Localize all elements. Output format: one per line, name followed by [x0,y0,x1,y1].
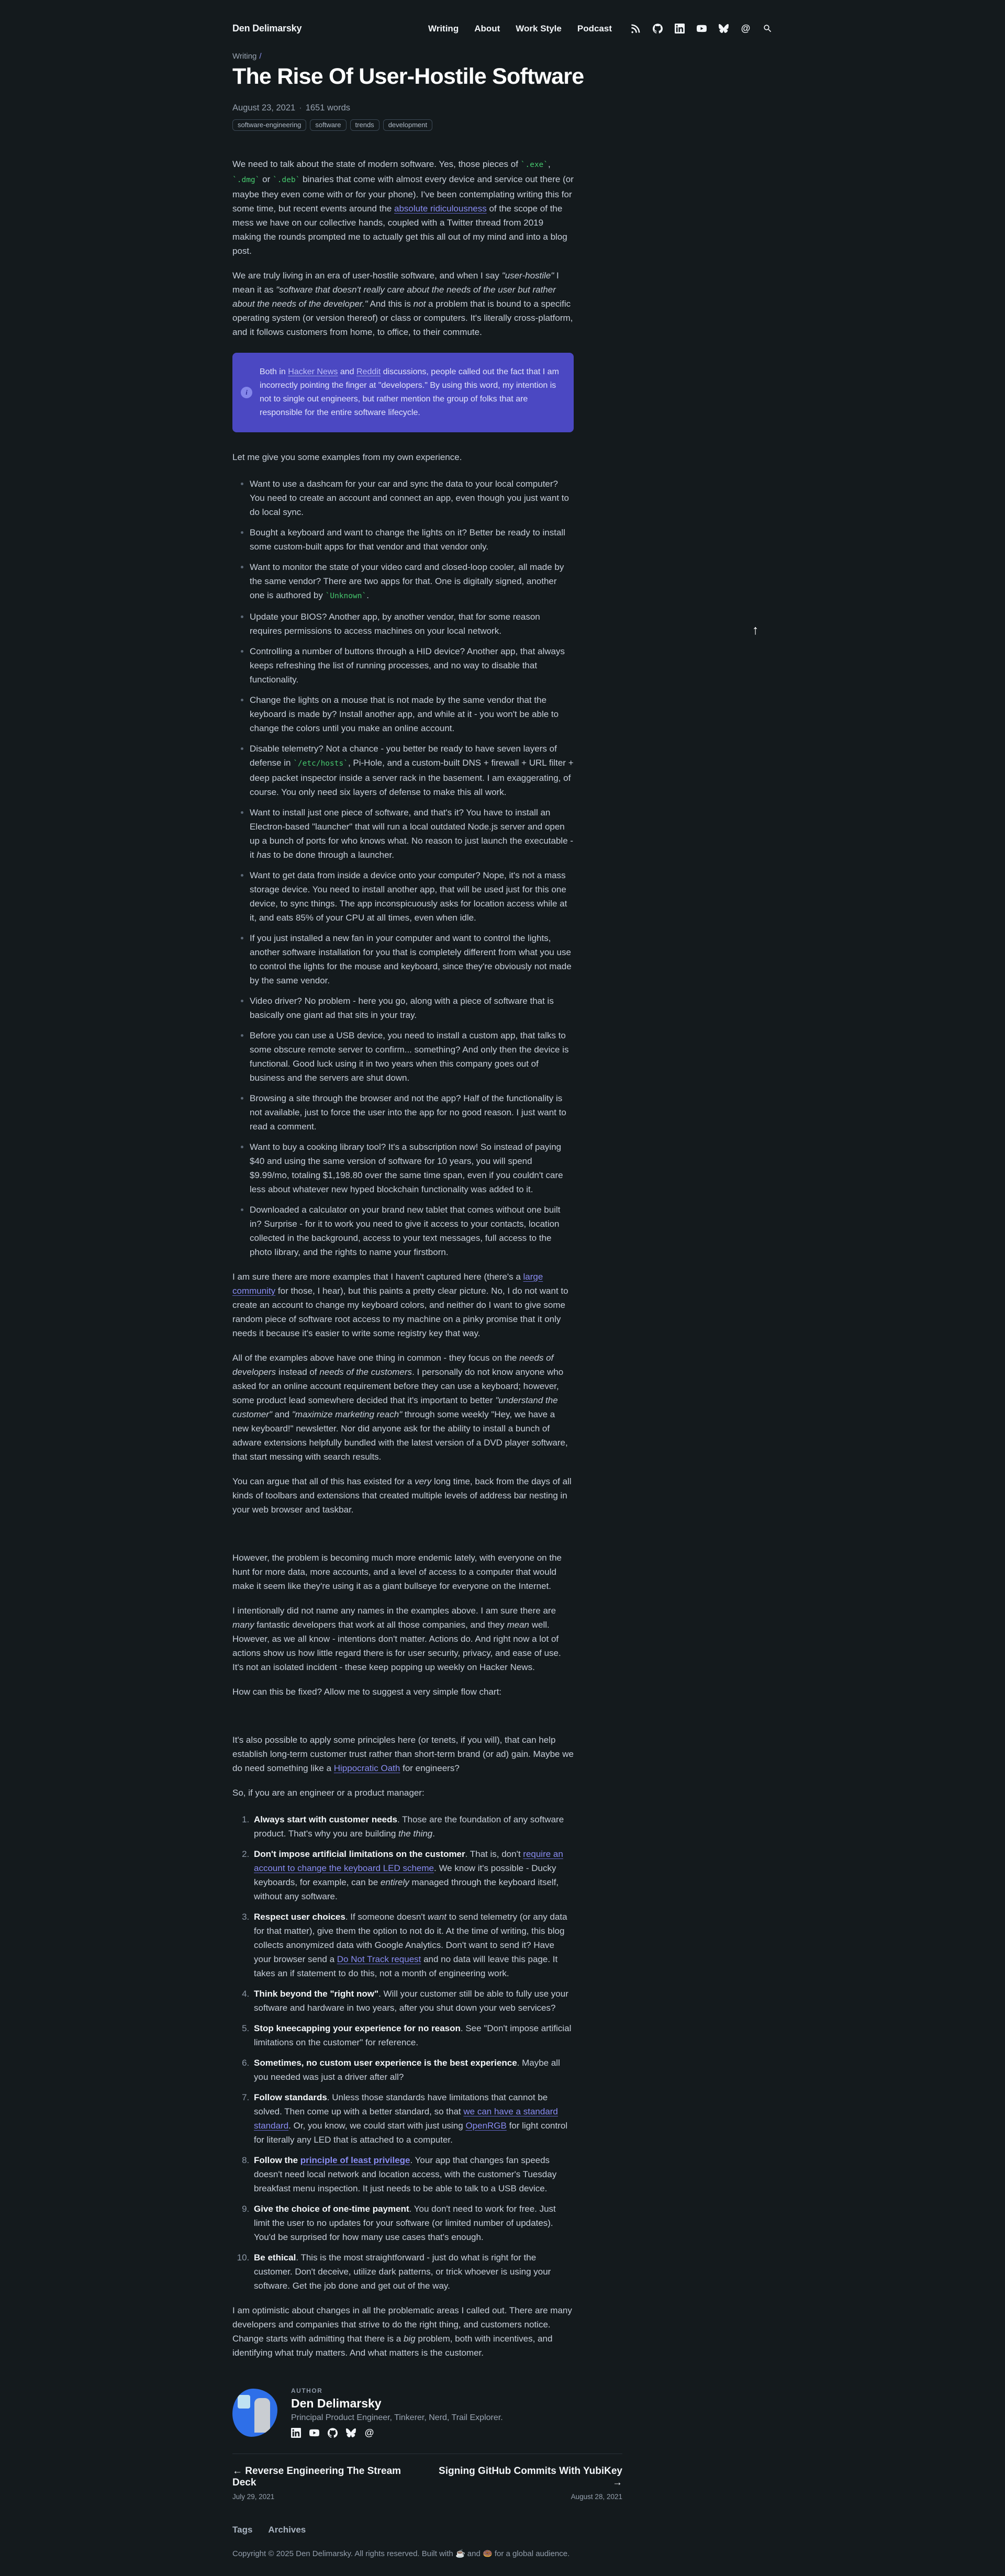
inline-code: `.dmg` [232,176,260,184]
author-label: AUTHOR [291,2387,323,2394]
list-item: 3. Respect user choices. If someone doesn't want to send telemetry (or any data for that matter), give them the option to not do it. At the time of writing, this blog collects anonymized data with Google Analytics. Don't want to send it? Have your browser send a Do Not Track request and no data will leave this page. It takes an if statement to do this, not a month of engineering work. [252,1910,574,1980]
list-item: Want to use a dashcam for your car and sync the data to your local computer? You need to create an account and connect an app, even though you just want to do local sync. [250,477,574,519]
copyright-text: Copyright © 2025 Den Delimarsky. All rights reserved. Built with ☕ and 🍩 for a global audience. [232,2549,570,2558]
inline-link[interactable]: Hacker News [288,367,338,376]
emphasis-text: entirely [380,1877,409,1887]
inline-code: `.exe` [520,161,549,169]
header-icons [631,24,773,33]
breadcrumb-writing-link[interactable]: Writing [232,52,257,61]
site-header [232,0,773,34]
strong-text: Think beyond the "right now" [254,1989,379,1999]
emphasis-text: not [413,299,426,309]
list-item: 7. Follow standards. Unless those standards have limitations that cannot be solved. Then come up with a better standard, so that we can have a standard standard. Or, you know, we could start with just using OpenRGB for light control for literally any LED that is attached to a computer. [252,2090,574,2147]
strong-text: Stop kneecapping your experience for no reason [254,2023,461,2033]
author-social-icons [291,2428,503,2438]
post-tags [232,119,773,131]
list-item: Update your BIOS? Another app, by another vendor, that for some reason requires permissions to access machines on your local network. [250,610,574,638]
list-item: Bought a keyboard and want to change the lights on it? Better be ready to install some custom-built apps for that vendor and that vendor only. [250,525,574,554]
paragraph: I am optimistic about changes in all the problematic areas I called out. There are many developers and companies that strive to do the right thing, and customers notice. Change starts with admitting that there is a big problem, both with incentives, and identifying what truly matters. And what matters is the customer. [232,2305,572,2358]
header-nav [428,24,612,34]
list-item: 10. Be ethical. This is the most straightforward - just do what is right for the customer. Don't deceive, utilize dark patterns, or trick whoever is using your software. Get the job done and get out of the way. [252,2250,574,2293]
right-arrow-icon: → [612,2477,622,2488]
post-date: August 23, 2021 [232,103,296,113]
emphasis-text: "software that doesn't really care about the needs of the user but rather about the needs of the developer." [232,285,556,309]
author-card [232,2387,574,2438]
strong-text: Be ethical [254,2253,296,2263]
strong-text: Give the choice of one-time payment [254,2204,409,2214]
word-count: 1651 words [305,103,350,113]
footer-links [232,2525,622,2535]
inline-code: `/etc/hosts` [293,759,348,768]
list-item: 8. Follow the principle of least privilege. Your app that changes fan speeds doesn't need local network and location access, with the customer's Tuesday breakfast menu inspection. It just needs to be able to talk to a USB device. [252,2153,574,2196]
author-avatar [232,2389,277,2437]
list-item: Before you can use a USB device, you need to install a custom app, that talks to some obscure remote server to confirm... something? And only then the device is functional. Good luck using it in two years when this company goes out of business and the servers are shut down. [250,1028,574,1085]
nav-link-about[interactable]: About [474,23,500,33]
emphasis-text: "user-hostile" [501,271,554,281]
list-item: 1. Always start with customer needs. Those are the foundation of any software product. That's why you are building the thing. [252,1812,574,1841]
inline-code: `Unknown` [325,592,367,600]
linkedin-icon[interactable] [291,2428,301,2438]
mastodon-icon[interactable]: @ [364,2427,374,2438]
tag-trends[interactable]: trends [350,119,379,131]
inline-link[interactable]: require an account to change the keyboard LED scheme [254,1849,563,1873]
strong-text: Sometimes, no custom user experience is the best experience [254,2058,517,2068]
emphasis-text: mean [507,1620,529,1630]
emphasis-text: "understand the customer" [232,1395,558,1419]
github-icon[interactable] [328,2428,338,2438]
list-item: 5. Stop kneecapping your experience for no reason. See "Don't impose artificial limitations on the customer" for reference. [252,2021,574,2049]
strong-text: Follow standards [254,2092,327,2102]
strong-text: Always start with customer needs [254,1815,397,1824]
left-arrow-icon: ← [232,2466,242,2477]
emphasis-text: "maximize marketing reach" [292,1409,403,1419]
emphasis-text: the thing [398,1829,433,1839]
inline-link[interactable]: we can have a standard standard [254,2107,558,2131]
footer-link-archives[interactable]: Archives [268,2525,306,2535]
list-item: Downloaded a calculator on your brand new tablet that comes without one built in? Surprise - for it to work you need to give it access to your contacts, location collected in the background, access to your text messages, full access to the photo library, and the rights to name your firstborn. [250,1203,574,1259]
paragraph: All of the examples above have one thing in common - they focus on the needs of developers instead of needs of the customers. I personally do not know anyone who asked for an online account requirement before they can use a keyboard; however, some product lead somewhere decided that it's important to better "understand the customer" and "maximize marketing reach" through some weekly "Hey, we have a new keyboard!" newsletter. Nor did anyone ask for the ability to install a bunch of adware extensions helpfully bundled with the latest version of a DVD player software, that start messing with search results. [232,1353,568,1462]
paragraph: It's also possible to apply some principles here (or tenets, if you will), that can help establish long-term customer trust rather than short-term brand (or ad) gain. Maybe we do need something like a Hippocratic Oath for engineers? [232,1735,574,1773]
list-item: Want to get data from inside a device onto your computer? Nope, it's not a mass storage device. You need to install another app, that will be used just for this one device, to sync things. The app inconspicuously asks for location access while at it, and eats 85% of your CPU at all times, even when idle. [250,868,574,925]
list-item: Disable telemetry? Not a chance - you better be ready to have seven layers of defense in `/etc/hosts`, Pi-Hole, and a custom-built DNS + firewall + URL filter + deep packet inspector inside a server rack in the basement. I am exaggerating, of course. You only need six layers of defense to make this all work. [250,742,574,799]
breadcrumb [232,52,773,61]
inline-code: `.deb` [272,176,300,184]
emphasis-text: want [428,1912,447,1922]
nav-link-podcast[interactable]: Podcast [577,23,612,33]
principles-list [232,1812,574,2293]
youtube-icon[interactable] [309,2428,319,2438]
emphasis-text: has [256,850,271,860]
site-logo[interactable]: Den Delimarsky [232,23,302,33]
post-meta [232,103,773,113]
content-spacer [232,1709,574,1733]
strong-text: Don't impose artificial limitations on the customer [254,1849,465,1859]
inline-link[interactable]: principle of least privilege [300,2155,410,2165]
author-bio: Principal Product Engineer, Tinkerer, Nerd, Trail Explorer. [291,2413,503,2422]
list-item: Want to install just one piece of software, and that's it? You have to install an Electron-based "launcher" that will run a local outdated Node.js server and open up a bunch of ports for who knows what. No reason to just launch the executable - it has to be done through a launcher. [250,805,574,862]
breadcrumb-separator: / [259,52,262,61]
inline-link[interactable]: Reddit [356,367,381,376]
previous-post-date: July 29, 2021 [232,2493,275,2501]
emphasis-text: needs of developers [232,1353,554,1377]
linkedin-icon[interactable] [675,24,685,33]
emphasis-text: needs of the customers [319,1367,412,1377]
back-to-top-button[interactable]: ↑ [752,623,759,637]
inline-link[interactable]: Hippocratic Oath [333,1763,400,1773]
author-name: Den Delimarsky [291,2396,382,2410]
paragraph: You can argue that all of this has existed for a very long time, back from the days of all kinds of toolbars and extensions that created multiple levels of address bar nesting in your web browser and taskbar. [232,1476,572,1515]
emphasis-text: many [232,1620,254,1630]
paragraph: We are truly living in an era of user-hostile software, and when I say "user-hostile" I mean it as "software that doesn't really care about the needs of the user but rather about the needs of the developer." And this is not a problem that is bound to a specific operating system (or version thereof) or class or computers. It's literally cross-platform, and it follows customers from home, to office, to their commute. [232,271,573,337]
article-body [232,157,574,2360]
nav-link-writing[interactable]: Writing [428,23,459,33]
strong-text: Respect user choices [254,1912,345,1922]
youtube-icon[interactable] [697,24,707,33]
list-item: Video driver? No problem - here you go, along with a piece of software that is basically one giant ad that sits in your tray. [250,994,574,1022]
list-item: Want to buy a cooking library tool? It's a subscription now! So instead of paying $40 and using the same version of software for 10 years, you will spend $9.99/mo, totaling $1,198.80 over the same time span, even if you couldn't care less about whatever new hyped blockchain functionality was added to it. [250,1140,574,1196]
list-item: 6. Sometimes, no custom user experience is the best experience. Maybe all you needed was just a driver after all? [252,2056,574,2084]
paragraph: How can this be fixed? Allow me to suggest a very simple flow chart: [232,1687,502,1697]
meta-separator: · [299,103,302,113]
emphasis-text: very [415,1476,432,1486]
paragraph: Let me give you some examples from my own experience. [232,452,462,462]
paragraph: I am sure there are more examples that I haven't captured here (there's a large community for those, I hear), but this paints a pretty clear picture. No, I do not want to create an account to change my keyboard colors, and neither do I want to give some random piece of software root access to my machine on a pinky promise that it only needs it because it's easier to write some registry key that way. [232,1272,568,1338]
list-item: Browsing a site through the browser and not the app? Half of the functionality is not available, just to force the user into the app for no good reason. I just want to read a comment. [250,1091,574,1134]
info-icon: i [241,387,252,398]
inline-link[interactable]: large community [232,1272,543,1296]
paragraph: So, if you are an engineer or a product manager: [232,1788,425,1798]
examples-list [232,477,574,1259]
tag-software-engineering[interactable]: software-engineering [232,119,306,131]
inline-link[interactable]: OpenRGB [465,2121,507,2131]
mastodon-icon[interactable]: @ [741,23,751,33]
list-item: Change the lights on a mouse that is not made by the same vendor that the keyboard is made by? Install another app, and while at it - you won't be able to change the colors until you make an online account. [250,693,574,735]
page-title: The Rise Of User-Hostile Software [232,64,584,89]
tag-software[interactable]: software [310,119,346,131]
content-spacer [232,1527,574,1551]
bluesky-icon[interactable] [719,24,729,33]
list-item: 4. Think beyond the "right now". Will your customer still be able to fully use your software and hardware in two years, after you shut down your web services? [252,1987,574,2015]
search-icon[interactable] [763,24,773,33]
list-item: If you just installed a new fan in your computer and want to control the lights, another software installation for you that is completely different from what you use to control the lights for the mouse and keyboard, since they're obviously not made by the same vendor. [250,931,574,988]
footer-link-tags[interactable]: Tags [232,2525,253,2535]
nav-link-work-style[interactable]: Work Style [516,23,562,33]
site-footer [232,2454,622,2576]
info-callout [232,353,574,432]
inline-link[interactable]: Do Not Track request [337,1954,421,1964]
previous-post-link[interactable]: ← Reverse Engineering The Stream Deck July 29, 2021 [232,2466,427,2501]
tag-development[interactable]: development [383,119,432,131]
inline-link[interactable]: absolute ridiculousness [394,204,487,214]
list-item: 2. Don't impose artificial limitations on the customer. That is, don't require an account to change the keyboard LED scheme. We know it's possible - Ducky keyboards, for example, can be entirely managed through the keyboard itself, without any software. [252,1847,574,1903]
bluesky-icon[interactable] [346,2428,356,2438]
post-navigation [232,2466,622,2501]
github-icon[interactable] [653,24,663,33]
next-post-date: August 28, 2021 [571,2493,622,2501]
list-item: Controlling a number of buttons through a HID device? Another app, that always keeps refreshing the list of running processes, and no way to disable that functionality. [250,644,574,687]
strong-text: Follow the [254,2155,300,2165]
list-item: 9. Give the choice of one-time payment. You don't need to work for free. Just limit the user to no updates for your software (or limited number of updates). You'd be surprised for how many use cases that's enough. [252,2202,574,2244]
paragraph: We need to talk about the state of modern software. Yes, those pieces of `.exe`, `.dmg` or `.deb` binaries that come with almost every device and service out there (or maybe they even come with or for your phone). I've been contemplating writing this for some time, but recent events around the absolute ridiculousness of the scope of the mess we have on our collective hands, coupled with a Twitter thread from 2019 making the rounds prompted me to actually get this all out of my mind and into a blog post. [232,159,574,256]
main-content [232,52,773,2576]
paragraph: However, the problem is becoming much more endemic lately, with everyone on the hunt for more data, more accounts, and a level of access to a computer that would make it seem like they're using it as a giant bullseye for everyone on the Internet. [232,1553,562,1591]
rss-icon[interactable] [631,24,641,33]
paragraph: I intentionally did not name any names in the examples above. I am sure there are many fantastic developers that work at all those companies, and they mean well. However, as we all know - intentions don't matter. Actions do. And right now a lot of actions show us how little regard there is for user security, privacy, and ease of use. It's not an isolated incident - these keep popping up weekly on Hacker News. [232,1606,561,1672]
callout-text: Both in Hacker News and Reddit discussions, people called out the fact that I am incorrectly pointing the finger at "developers." By using this word, my intention is not to single out engineers, but rather mention the group of folks that are responsible for the entire software lifecycle. [260,367,559,417]
list-item: Want to monitor the state of your video card and closed-loop cooler, all made by the same vendor? There are two apps for that. One is digitally signed, another one is authored by `Unknown`. [250,560,574,603]
emphasis-text: big [403,2334,416,2344]
next-post-link[interactable]: Signing GitHub Commits With YubiKey → August 28, 2021 [427,2466,622,2501]
